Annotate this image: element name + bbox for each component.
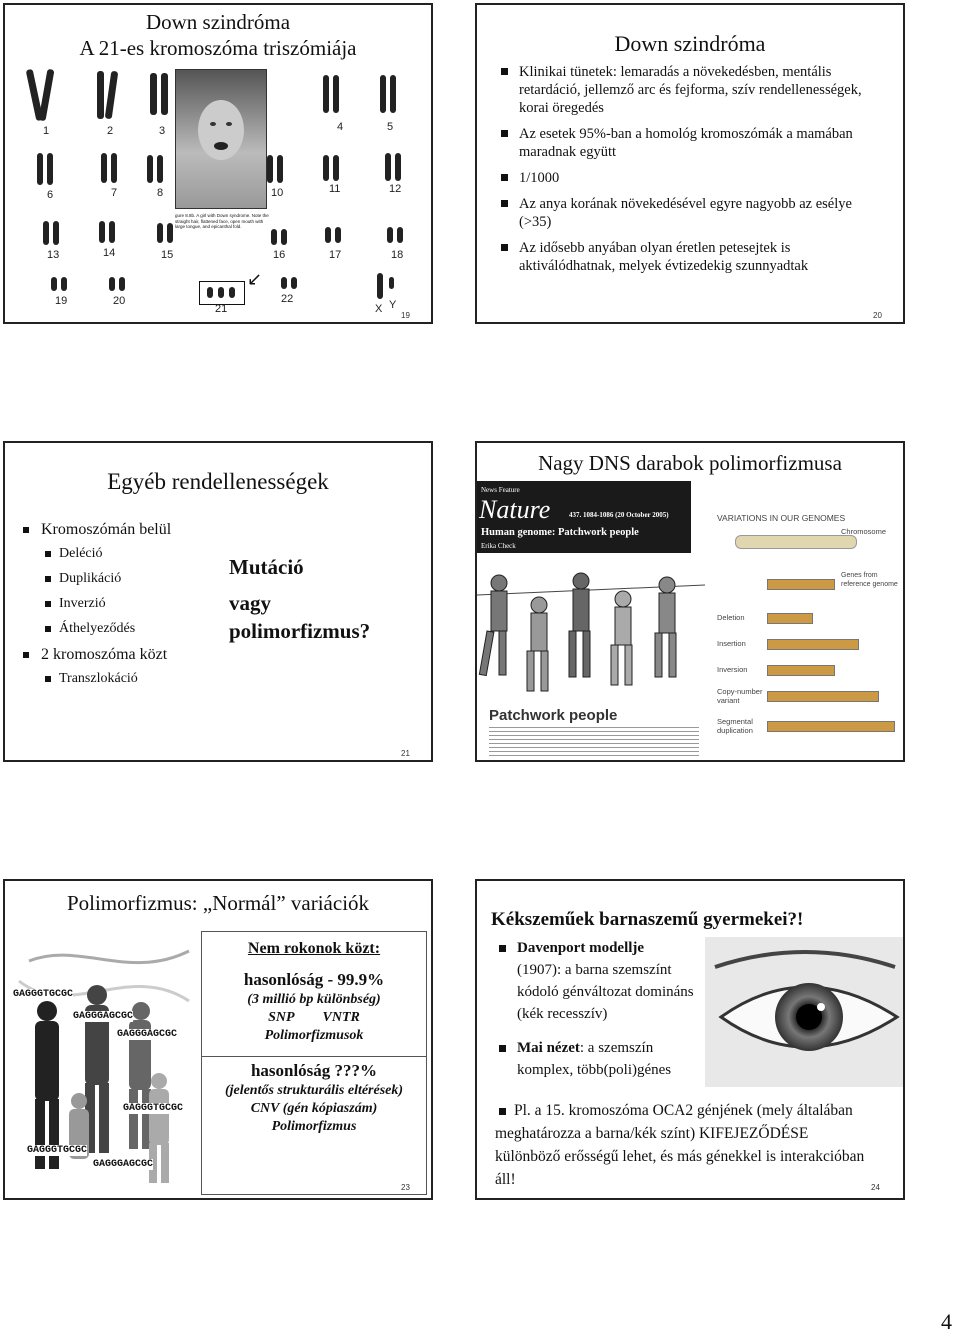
variations-figure bbox=[711, 513, 903, 753]
chrom-label: 1 bbox=[43, 125, 50, 137]
bullet-icon bbox=[501, 130, 508, 137]
chrom-label: 3 bbox=[159, 125, 166, 137]
row-label: Deletion bbox=[717, 613, 745, 622]
chrom-label: Y bbox=[389, 299, 397, 311]
bullet-icon bbox=[45, 601, 51, 607]
karyotype-figure: ↙ 1 2 3 4 5 6 7 8 10 11 12 13 14 15 16 17 18 19 20 21 22 X Y gure 8.8b. A girl with Down syndrome. Note the straight hair, flattened face, open mouth with large tongue, and epicanthal fold. bbox=[23, 63, 423, 318]
slide-22 bbox=[475, 441, 905, 762]
box-heading: Nem rokonok közt: bbox=[247, 940, 381, 957]
slide-number: 21 bbox=[401, 749, 410, 758]
polymorphisms-label: Polimorfizmusok bbox=[264, 1028, 364, 1043]
chrom-label: 6 bbox=[47, 189, 54, 201]
article-body-lines bbox=[489, 727, 699, 757]
list-item bbox=[19, 596, 229, 612]
similarity-2: hasonlóság ???% bbox=[250, 1061, 378, 1080]
bullet-icon bbox=[501, 68, 508, 75]
chrom-label: 16 bbox=[273, 249, 286, 261]
chrom-label: 11 bbox=[329, 183, 341, 195]
side-question bbox=[229, 553, 370, 645]
bullet-icon bbox=[499, 1045, 506, 1052]
slide-19 bbox=[3, 3, 433, 324]
slide-20-title: Down szindróma bbox=[614, 31, 766, 56]
bullet-item bbox=[501, 125, 873, 161]
bullet-item bbox=[495, 1099, 875, 1191]
slide-24-title: Kékszeműek barnaszemű gyermekei?! bbox=[491, 909, 804, 930]
bullet-icon bbox=[45, 626, 51, 632]
title-line2: A 21-es kromoszóma triszómiája bbox=[79, 36, 357, 60]
group-text: Kromoszómán belül bbox=[41, 521, 172, 538]
comparison-box bbox=[201, 931, 427, 1195]
list-item bbox=[19, 671, 229, 687]
list-item bbox=[19, 621, 229, 637]
chrom-label: 14 bbox=[103, 247, 116, 259]
bullet-text: Pl. a 15. kromoszóma OCA2 génjének (mely általában meghatározza a barna/kék színt) KIFEJEZŐDÉSE különböző erősségű lehet, és más génekkel is interakcióban áll! bbox=[495, 1102, 865, 1188]
dna-sequence: GAGGGAGCGC bbox=[93, 1159, 154, 1170]
bullet-icon bbox=[499, 1108, 506, 1115]
chrom-label: 12 bbox=[389, 183, 402, 195]
genes-label: Genes from reference genome bbox=[841, 572, 898, 588]
chrom-label: 18 bbox=[391, 249, 404, 261]
chrom-label: X bbox=[375, 303, 383, 315]
row-label: Copy-number variant bbox=[717, 687, 763, 705]
bullet-icon bbox=[23, 527, 29, 533]
chromosome-label: Chromosome bbox=[841, 527, 887, 536]
bullet-text: Az esetek 95%-ban a homológ kromoszómák a mamában maradnak együtt bbox=[519, 126, 853, 160]
item-text: Transzlokáció bbox=[59, 671, 138, 686]
patchwork-people-illustration bbox=[477, 555, 705, 705]
chrom-label: 4 bbox=[337, 121, 344, 133]
slide-24 bbox=[475, 879, 905, 1200]
reference-gene-bar bbox=[767, 579, 835, 590]
journal-name: Nature bbox=[479, 495, 551, 524]
list-item bbox=[19, 546, 229, 562]
author: Erika Check bbox=[481, 542, 516, 550]
bullet-item bbox=[495, 937, 705, 1025]
chrom-label: 10 bbox=[271, 187, 284, 199]
slide-number: 20 bbox=[873, 311, 882, 320]
row-bar bbox=[767, 665, 835, 676]
article-title: Human genome: Patchwork people bbox=[481, 527, 639, 538]
polymorphism-label: Polimorfizmus bbox=[271, 1119, 357, 1134]
chrom-label: 21 bbox=[215, 303, 228, 315]
bullet-text: (1907): a barna szemszínt kódoló génváltozat domináns (kék recesszív) bbox=[517, 962, 694, 1022]
patchwork-heading: Patchwork people bbox=[489, 707, 618, 724]
slide-20 bbox=[475, 3, 905, 324]
side-line3: polimorfizmus? bbox=[229, 619, 371, 643]
chrom-label: 20 bbox=[113, 295, 126, 307]
item-text: Áthelyeződés bbox=[59, 621, 136, 636]
side-line1: Mutáció bbox=[229, 555, 304, 579]
bullet-icon bbox=[501, 244, 508, 251]
row-bar bbox=[767, 691, 879, 702]
news-feature-label: News Feature bbox=[481, 486, 520, 494]
bullet-icon bbox=[499, 945, 506, 952]
row-bar bbox=[767, 721, 895, 732]
cnv-label: CNV (gén kópiaszám) bbox=[250, 1101, 378, 1116]
bullet-text: Az anya korának növekedésével egyre nagyobb az esélye (>35) bbox=[519, 196, 852, 230]
bullet-text: Az idősebb anyában olyan éretlen petesejtek is aktiválódhatnak, melyek évtizedekig szunnyadtak bbox=[519, 240, 809, 274]
slide-21 bbox=[3, 441, 433, 762]
chrom-label: 8 bbox=[157, 187, 164, 199]
dna-sequence: GAGGGTGCGC bbox=[123, 1103, 184, 1114]
bullet-item bbox=[501, 63, 873, 117]
row-label: Insertion bbox=[717, 639, 746, 648]
bullet-text: Klinikai tünetek: lemaradás a növekedésben, mentális retardáció, jellemző arc és fejforma, szív rendellenességek, korai öregedés bbox=[519, 64, 862, 116]
slide-19-title bbox=[5, 9, 431, 61]
side-line2: vagy bbox=[229, 591, 271, 615]
photo-caption: gure 8.8b. A girl with Down syndrome. Note the straight hair, flattened face, open mouth with large tongue, and epicanthal fold. bbox=[175, 213, 269, 229]
similarity-2-note: (jelentős strukturális eltérések) bbox=[224, 1083, 404, 1098]
dna-sequence: GAGGGTGCGC bbox=[13, 989, 74, 1000]
chromosome-shape bbox=[735, 535, 857, 549]
row-label: Segmental duplication bbox=[717, 717, 753, 735]
chrom-label: 22 bbox=[281, 293, 294, 305]
dna-sequence: GAGGGAGCGC bbox=[117, 1029, 178, 1040]
slide-21-title: Egyéb rendellenességek bbox=[107, 469, 329, 494]
group-heading bbox=[19, 521, 229, 539]
group-heading bbox=[19, 646, 229, 664]
slide-23 bbox=[3, 879, 433, 1200]
vntr-label: VNTR bbox=[322, 1010, 360, 1025]
chrom-label: 2 bbox=[107, 125, 114, 137]
bullet-icon bbox=[45, 676, 51, 682]
chrom-label: 5 bbox=[387, 121, 394, 133]
slide-number: 19 bbox=[401, 311, 410, 320]
bullet-icon bbox=[501, 174, 508, 181]
similarity-1: hasonlóság - 99.9% bbox=[243, 970, 385, 989]
page-number: 4 bbox=[941, 1309, 952, 1334]
bullet-text: : a szemszín komplex, több(poli)génes bbox=[517, 1040, 672, 1078]
bullet-item bbox=[501, 195, 873, 231]
snp-vntr-row bbox=[202, 1010, 426, 1026]
chrom-label: 17 bbox=[329, 249, 342, 261]
snp-label: SNP bbox=[268, 1010, 295, 1025]
slide-23-title: Polimorfizmus: „Normál” variációk bbox=[66, 891, 370, 915]
group-text: 2 kromoszóma közt bbox=[41, 646, 168, 663]
slide-number: 24 bbox=[871, 1183, 880, 1192]
title-line1: Down szindróma bbox=[145, 10, 291, 34]
chrom-label: 15 bbox=[161, 249, 174, 261]
row-bar bbox=[767, 639, 859, 650]
bullet-bold: Davenport modellje bbox=[517, 940, 645, 956]
dna-sequence: GAGGGTGCGC bbox=[27, 1145, 88, 1156]
bullet-item bbox=[501, 239, 873, 275]
chrom-label: 19 bbox=[55, 295, 68, 307]
nature-header bbox=[477, 481, 691, 553]
bullet-text: 1/1000 bbox=[519, 170, 560, 186]
similarity-1-note: (3 millió bp különbség) bbox=[247, 992, 381, 1007]
dna-sequence: GAGGGAGCGC bbox=[73, 1011, 134, 1022]
box-divider bbox=[202, 1056, 426, 1057]
bullet-icon bbox=[501, 200, 508, 207]
bullet-icon bbox=[45, 576, 51, 582]
list-item bbox=[19, 571, 229, 587]
item-text: Duplikáció bbox=[59, 571, 122, 586]
row-label: Inversion bbox=[717, 665, 748, 674]
chrom-label: 13 bbox=[47, 249, 60, 261]
bullet-item bbox=[495, 1037, 705, 1081]
eye-illustration bbox=[705, 937, 903, 1087]
slide-number: 23 bbox=[401, 1183, 410, 1192]
citation: 437. 1084-1086 (20 October 2005) bbox=[569, 511, 669, 519]
item-text: Deléció bbox=[59, 546, 103, 561]
row-bar bbox=[767, 613, 813, 624]
bullet-icon bbox=[23, 652, 29, 658]
figure-title: VARIATIONS IN OUR GENOMES bbox=[717, 513, 846, 523]
bullet-item bbox=[501, 169, 873, 187]
child-photo bbox=[175, 69, 267, 209]
bullet-icon bbox=[45, 551, 51, 557]
bullet-bold: Mai nézet bbox=[517, 1040, 580, 1056]
chrom-label: 7 bbox=[111, 187, 118, 199]
slide-22-title: Nagy DNS darabok polimorfizmusa bbox=[538, 451, 842, 475]
item-text: Inverzió bbox=[59, 596, 106, 611]
